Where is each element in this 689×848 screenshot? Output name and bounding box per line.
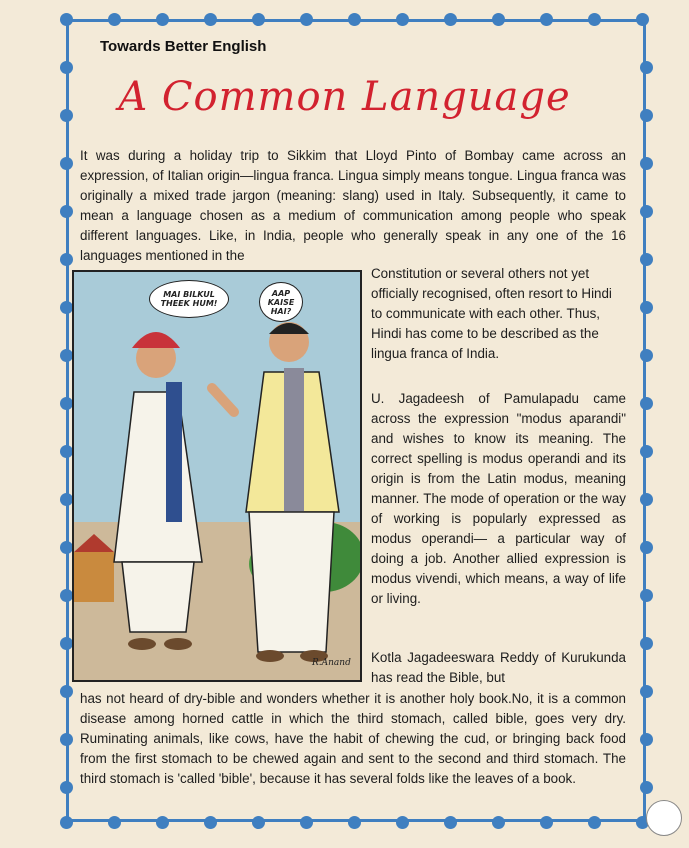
border-dot bbox=[444, 816, 457, 829]
border-dot bbox=[252, 816, 265, 829]
border-dot bbox=[444, 13, 457, 26]
border-dot bbox=[60, 685, 73, 698]
border-dot bbox=[640, 157, 653, 170]
border-dot bbox=[60, 157, 73, 170]
paragraph-lingua-franca: It was during a holiday trip to Sikkim that Lloyd Pinto of Bombay came across an expression, of Italian origin—lingua franca. Lingua simply means tongue. Lingua franca was originally a mixed trade jargon (meaning: slang) used in Italy. Subsequently, it came to mean a language chosen as a medium of communication among people who speak different languages. Like, in India, people who generally speak in any one of the 16 languages mentioned in the bbox=[80, 148, 626, 263]
border-dot bbox=[640, 685, 653, 698]
border-dot bbox=[108, 13, 121, 26]
border-dot bbox=[640, 301, 653, 314]
border-dot bbox=[640, 205, 653, 218]
border-dot bbox=[492, 816, 505, 829]
border-dot bbox=[640, 349, 653, 362]
border-dot bbox=[156, 13, 169, 26]
border-dot bbox=[204, 816, 217, 829]
comic-illustration bbox=[72, 270, 362, 682]
paragraph-dry-bible: has not heard of dry-bible and wonders whether it is another holy book.No, it is a common disease among horned cattle in which the third stomach, called bible, goes very dry. Ruminating animals, like cows, have the habit of chewing the cud, or bringing back food from the first stomach to be chewed again and sent to the second and third stomach. The third stomach is 'called 'bible', because it has several folds like the leaves of a book. bbox=[80, 691, 626, 786]
border-dot bbox=[588, 13, 601, 26]
border-dot bbox=[396, 13, 409, 26]
border-dot bbox=[204, 13, 217, 26]
border-dot bbox=[300, 816, 313, 829]
border-dot bbox=[60, 781, 73, 794]
border-dot bbox=[348, 816, 361, 829]
speech-bubble-left: MAI BILKUL THEEK HUM! bbox=[149, 280, 229, 318]
border-dot bbox=[60, 205, 73, 218]
border-dot bbox=[300, 13, 313, 26]
border-dot bbox=[492, 13, 505, 26]
border-dot bbox=[60, 253, 73, 266]
artist-signature: R.Anand bbox=[312, 658, 351, 668]
paragraph-modus-operandi: U. Jagadeesh of Pamulapadu came across the expression "modus aparandi" and wishes to know its meaning. The correct spelling is modus operandi and its origin is from the Latin modus, meaning manner. The mode of operation or the way of working is popularly expressed as modus operandi— a particular way of doing a job. Another allied expression is modus vivendi, which means, a way of life or living. bbox=[371, 391, 626, 606]
border-dot bbox=[640, 397, 653, 410]
border-dot bbox=[640, 781, 653, 794]
border-dot bbox=[108, 816, 121, 829]
comic-drawing bbox=[74, 272, 362, 682]
border-dot bbox=[640, 445, 653, 458]
border-dot bbox=[540, 816, 553, 829]
border-dot bbox=[640, 541, 653, 554]
section-heading: Towards Better English bbox=[100, 38, 267, 55]
border-dot bbox=[252, 13, 265, 26]
article-title: A Common Language bbox=[118, 74, 571, 120]
border-dot bbox=[640, 733, 653, 746]
border-dot bbox=[156, 816, 169, 829]
border-dot bbox=[640, 637, 653, 650]
paragraph-bible-intro: Kotla Jagadeeswara Reddy of Kurukunda has read the Bible, but bbox=[371, 650, 626, 685]
border-dot bbox=[60, 733, 73, 746]
border-dot bbox=[348, 13, 361, 26]
border-dot bbox=[60, 13, 73, 26]
border-dot bbox=[396, 816, 409, 829]
circular-logo-icon bbox=[646, 800, 682, 836]
border-dot bbox=[640, 253, 653, 266]
border-dot bbox=[640, 493, 653, 506]
border-dot bbox=[640, 589, 653, 602]
paragraph-hindi: Constitution or several others not yet officially recognised, often resort to Hindi to communicate with each other. Thus, Hindi has come to be described as the lingua franca of India. bbox=[371, 266, 612, 361]
border-dot bbox=[540, 13, 553, 26]
speech-bubble-right: AAP KAISE HAI? bbox=[259, 282, 303, 322]
border-dot bbox=[60, 816, 73, 829]
border-dot bbox=[636, 13, 649, 26]
border-dot bbox=[60, 61, 73, 74]
border-dot bbox=[588, 816, 601, 829]
border-dot bbox=[640, 61, 653, 74]
